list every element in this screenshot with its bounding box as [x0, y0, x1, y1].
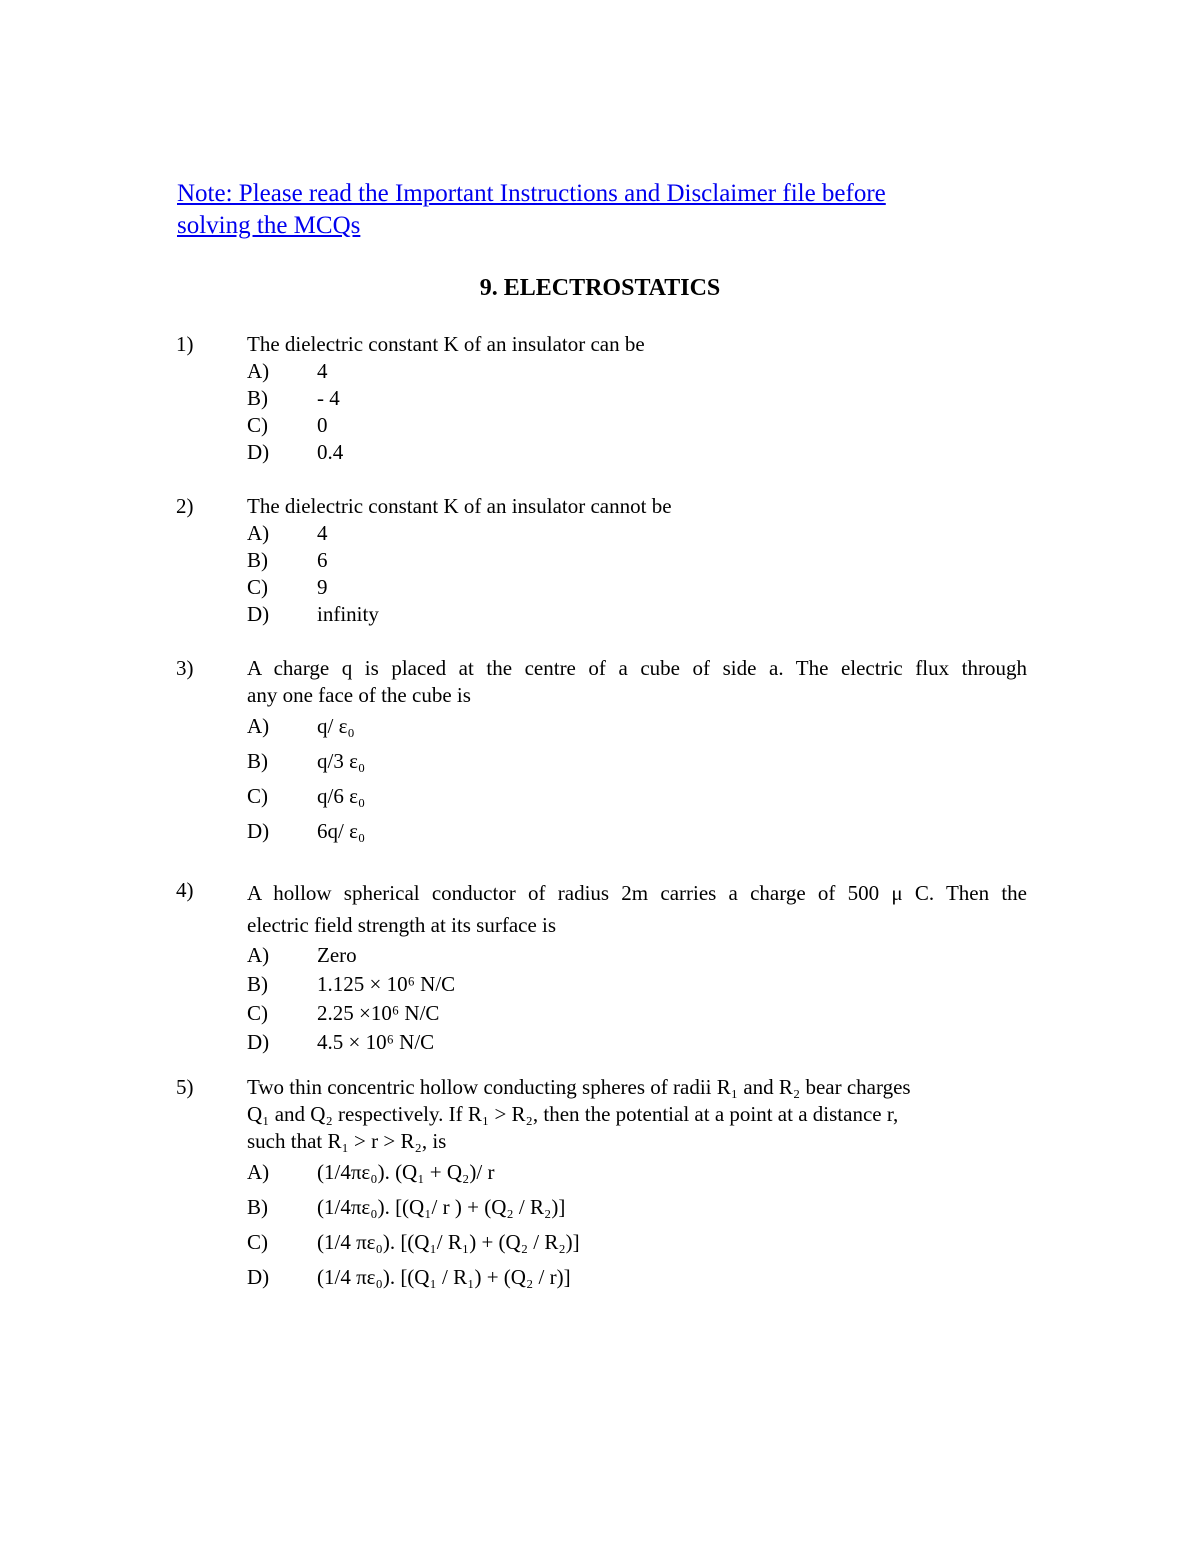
option-letter: B) [247, 548, 268, 572]
option-letter: D) [247, 1030, 270, 1054]
option-c [247, 412, 1036, 439]
question-2 [176, 493, 1036, 628]
note-line-2[interactable]: solving the MCQs [177, 212, 361, 239]
option-letter: B) [247, 749, 268, 773]
stem-line: Two thin concentric hollow conducting spheres of radii R₁ and R₂ bear charges [247, 1075, 911, 1099]
option-text: (1/4πε₀). (Q₁ + Q₂)/ r [317, 1160, 495, 1184]
instructions-note-link[interactable] [177, 178, 997, 242]
question-number: 3) [176, 656, 194, 680]
option-text: q/6 ε₀ [317, 784, 366, 808]
stem-line: A hollow spherical conductor of radius 2m carries a charge of 500 μ C. Then the [247, 881, 1027, 905]
option-text: (1/4πε₀). [(Q₁/ r ) + (Q₂ / R₂)] [317, 1195, 566, 1219]
question-number: 5) [176, 1075, 194, 1099]
option-a [247, 709, 1036, 744]
question-number: 4) [176, 878, 194, 902]
question-1 [176, 331, 1036, 466]
option-a [247, 941, 1036, 970]
option-letter: A) [247, 943, 270, 967]
option-b [247, 1190, 1036, 1225]
stem-line: A charge q is placed at the centre of a cube of side a. The electric flux through [247, 656, 1027, 680]
option-b [247, 744, 1036, 779]
option-c [247, 779, 1036, 814]
option-b [247, 385, 1036, 412]
question-stem: The dielectric constant K of an insulator cannot be [247, 494, 672, 518]
question-stem: The dielectric constant K of an insulator can be [247, 332, 645, 356]
option-letter: D) [247, 819, 270, 843]
option-letter: C) [247, 1230, 268, 1254]
note-line-1[interactable]: Note: Please read the Important Instructions and Disclaimer file before [177, 180, 886, 207]
question-stem [247, 1074, 1027, 1155]
option-d [247, 1260, 1036, 1295]
option-text: Zero [317, 943, 357, 967]
option-letter: A) [247, 714, 270, 738]
option-letter: C) [247, 784, 268, 808]
option-letter: A) [247, 359, 270, 383]
option-c [247, 574, 1036, 601]
option-c [247, 999, 1036, 1028]
stem-line: electric field strength at its surface is [247, 913, 557, 937]
option-text: - 4 [317, 386, 340, 410]
option-text: q/3 ε₀ [317, 749, 366, 773]
option-text: 1.125 × 10⁶ N/C [317, 972, 456, 996]
option-text: 0 [317, 413, 328, 437]
option-a [247, 520, 1036, 547]
option-b [247, 547, 1036, 574]
question-3 [176, 655, 1036, 849]
option-text: infinity [317, 602, 379, 626]
option-text: 6 [317, 548, 328, 572]
question-4 [176, 877, 1036, 1057]
option-text: 4 [317, 521, 328, 545]
option-d [247, 439, 1036, 466]
option-letter: D) [247, 440, 270, 464]
option-text: 9 [317, 575, 328, 599]
option-d [247, 814, 1036, 849]
option-d [247, 1028, 1036, 1057]
option-letter: D) [247, 1265, 270, 1289]
stem-line: Q₁ and Q₂ respectively. If R₁ > R₂, then the potential at a point at a distance r, [247, 1102, 899, 1126]
option-letter: A) [247, 1160, 270, 1184]
option-text: (1/4 πε₀). [(Q₁ / R₁) + (Q₂ / r)] [317, 1265, 571, 1289]
option-b [247, 970, 1036, 999]
option-text: (1/4 πε₀). [(Q₁/ R₁) + (Q₂ / R₂)] [317, 1230, 580, 1254]
option-letter: B) [247, 386, 268, 410]
question-number: 2) [176, 494, 194, 518]
question-number: 1) [176, 332, 194, 356]
option-letter: B) [247, 972, 268, 996]
chapter-title: 9. ELECTROSTATICS [479, 275, 721, 301]
question-stem [247, 655, 1027, 709]
option-text: 4.5 × 10⁶ N/C [317, 1030, 435, 1054]
option-d [247, 601, 1036, 628]
option-text: q/ ε₀ [317, 714, 355, 738]
option-text: 6q/ ε₀ [317, 819, 366, 843]
option-letter: A) [247, 521, 270, 545]
option-text: 0.4 [317, 440, 344, 464]
option-letter: B) [247, 1195, 268, 1219]
stem-line: any one face of the cube is [247, 683, 471, 707]
option-a [247, 358, 1036, 385]
option-letter: C) [247, 413, 268, 437]
option-letter: C) [247, 1001, 268, 1025]
option-letter: C) [247, 575, 268, 599]
question-stem [247, 877, 1027, 941]
option-a [247, 1155, 1036, 1190]
stem-line: such that R₁ > r > R₂, is [247, 1129, 447, 1153]
question-5 [176, 1074, 1036, 1295]
option-text: 4 [317, 359, 328, 383]
option-c [247, 1225, 1036, 1260]
option-text: 2.25 ×10⁶ N/C [317, 1001, 440, 1025]
option-letter: D) [247, 602, 270, 626]
